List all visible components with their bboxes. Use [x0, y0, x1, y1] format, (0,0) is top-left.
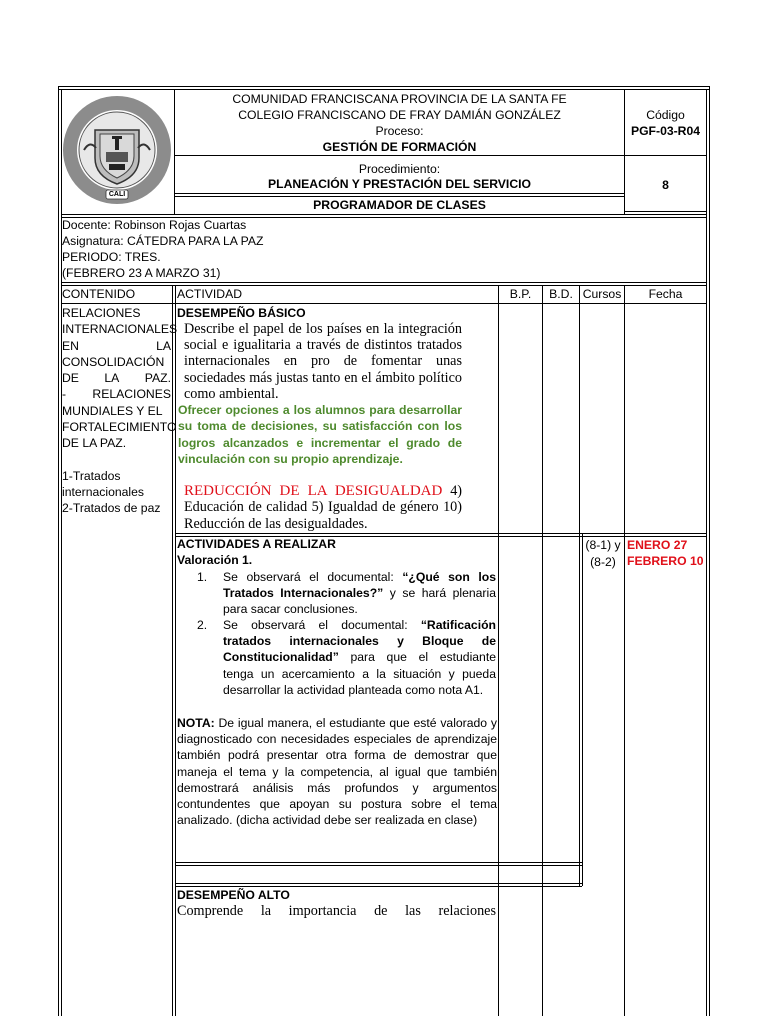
proceso-value: GESTIÓN DE FORMACIÓN	[322, 140, 477, 154]
col-cursos: Cursos	[582, 287, 622, 301]
nota-block	[177, 715, 497, 828]
activity-item-2	[197, 617, 497, 698]
basico-title: DESEMPEÑO BÁSICO	[177, 306, 306, 320]
page-number: 8	[662, 178, 669, 192]
contenido-line: INTERNACIONALES	[62, 322, 178, 337]
contenido-line: DE	[62, 371, 79, 386]
codigo-value: PGF-03-R04	[630, 124, 701, 138]
programador-title: PROGRAMADOR DE CLASES	[313, 198, 486, 212]
contenido-cell	[62, 305, 178, 517]
proceso-label: Proceso:	[375, 124, 424, 138]
school-name: COLEGIO FRANCISCANO DE FRAY DAMIÁN GONZÁLEZ	[238, 108, 561, 122]
col-actividad: ACTIVIDAD	[177, 287, 243, 301]
ods-red: REDUCCIÓN DE LA DESIGUALDAD	[184, 483, 443, 499]
cursos-line-2: (8-2)	[590, 555, 616, 569]
col-bd: B.D.	[549, 287, 573, 301]
item-number: 1.	[197, 570, 208, 584]
col-fecha: Fecha	[648, 287, 683, 301]
contenido-line: -	[62, 387, 67, 402]
basico-green-text: Ofrecer opciones a los alumnos para desarrollar su toma de decisiones, su satisfacción con los logros alcanzados e incrementar el grado de vinculación con su propio aprendizaje.	[178, 403, 462, 466]
contenido-line: MUNDIALES Y EL	[62, 403, 163, 418]
activity-item-1	[197, 569, 497, 618]
codigo-label: Código	[646, 108, 685, 122]
contenido-line: CONSOLIDACIÓN	[62, 354, 165, 369]
item-text: Se observará el documental:	[223, 570, 403, 584]
nota-label: NOTA:	[177, 716, 215, 730]
fecha-line-2: FEBRERO 10	[627, 554, 704, 568]
contenido-line: EN	[62, 338, 79, 353]
item-text: para que el estudiante tenga un acercamiento a la situación y pueda desarrollar la actividad planteada como nota A1.	[223, 650, 496, 697]
logo-caption: CALI	[108, 191, 126, 198]
item-title: “Ratificación tratados internacionales y Bloque de Constitucionalidad”	[223, 618, 496, 665]
periodo: PERIODO: TRES.	[62, 250, 161, 264]
asignatura: Asignatura: CÁTEDRA PARA LA PAZ	[62, 234, 264, 248]
contenido-line: LA	[156, 338, 171, 353]
col-contenido: CONTENIDO	[62, 287, 136, 301]
item-title: “¿Qué son los Tratados Internacionales?”	[223, 570, 496, 601]
valoracion-label: Valoración 1.	[177, 553, 253, 567]
contenido-line: RELACIONES	[62, 306, 141, 320]
item-text: y se hará plenaria para sacar conclusiones.	[223, 586, 496, 617]
actividades-title: ACTIVIDADES A REALIZAR	[177, 537, 336, 551]
item-text: Se observará el documental:	[223, 618, 421, 632]
contenido-line: LA	[104, 371, 120, 386]
ods-tail: 4) Educación de calidad 5) Igualdad de género 10) Reducción de las desigualdades.	[184, 483, 463, 532]
periodo-fechas: (FEBRERO 23 A MARZO 31)	[62, 266, 221, 280]
col-bp: B.P.	[509, 287, 532, 301]
contenido-item: 2-Tratados de paz	[62, 501, 161, 516]
contenido-line: FORTALECIMIENTO	[62, 420, 177, 435]
docente: Docente: Robinson Rojas Cuartas	[62, 218, 247, 232]
cursos-line-1: (8-1) y	[585, 538, 621, 552]
org-name: COMUNIDAD FRANCISCANA PROVINCIA DE LA SANTA FE	[232, 92, 567, 106]
procedimiento-value: PLANEACIÓN Y PRESTACIÓN DEL SERVICIO	[268, 177, 531, 191]
nota-text: De igual manera, el estudiante que esté valorado y diagnosticado con necesidades especiales de aprendizaje también podrá presentar otra forma de demostrar que maneja el tema y la competencia, al igual que también demostrará análisis más profundos y argumentos contundentes que apoyan su postura sobre el tema analizado. (dicha actividad debe ser realizada en clase)	[177, 716, 497, 828]
item-number: 2.	[197, 618, 208, 632]
ods-block	[184, 483, 462, 532]
alto-text: Comprende la importancia de las relaciones	[177, 903, 496, 919]
contenido-line: PAZ.	[144, 371, 171, 386]
alto-title: DESEMPEÑO ALTO	[177, 888, 290, 902]
contenido-line: DE LA PAZ.	[62, 436, 127, 451]
contenido-line: RELACIONES	[92, 387, 171, 402]
procedimiento-label: Procedimiento:	[358, 162, 441, 176]
basico-text: Describe el papel de los países en la integración social e igualitaria a través de distintos tratados internacionales en pro de fomentar unas sociedades más justas tanto en el ámbito político como ambiental.	[184, 321, 462, 402]
contenido-item: 1-Tratados internacionales	[62, 468, 144, 499]
fecha-line-1: ENERO 27	[627, 538, 688, 552]
school-logo	[62, 92, 173, 211]
